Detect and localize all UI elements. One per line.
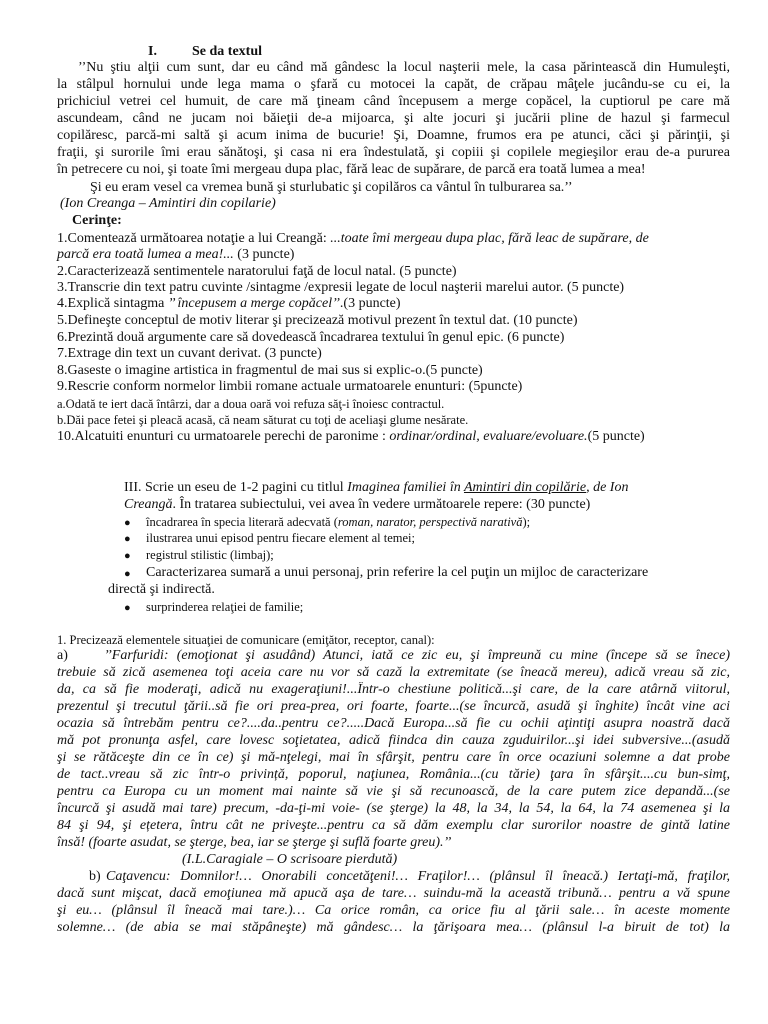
bullet-icon: ● xyxy=(124,517,131,529)
requirement-6: 6.Prezintă două argumente care să dovedească încadrarea textului în genul epic. (6 puncte) xyxy=(57,330,565,345)
passage-line: la stâlpul hornului unde lega mama o şfară cu motocei la capăt, de crăpau mâţele jucându-se cu ei, la xyxy=(57,77,730,92)
excerpt-a-source: (I.L.Caragiale – O scrisoare pierdută) xyxy=(182,852,398,867)
essay-task: III. Scrie un eseu de 1-2 pagini cu titlul Imaginea familiei în Amintiri din copilărie, de Ion xyxy=(124,480,629,495)
requirement-1: 1.Comentează următoarea notaţie a lui Creangă: ...toate îmi mergeau dupa plac, fără leac de supărare, de xyxy=(57,231,649,246)
bullet-icon: ● xyxy=(124,568,131,580)
requirement-1-cont: parcă era toată lumea a mea!... (3 puncte) xyxy=(57,247,295,262)
essay-criterion-3: registrul stilistic (limbaj); xyxy=(146,548,274,562)
passage-line: prichiciul vetrei cel humuit, de care mă ţineam când începusem a merge copăcel, la cuptiorul pe care mă xyxy=(57,94,730,109)
passage-line: în petrecere cu noi, şi toate îmi mergeau dupa plac, fără leac de supărare, de parcă era toată lumea a mea! xyxy=(57,162,646,177)
requirement-8: 8.Gaseste o imagine artistica in fragmentul de mai sus si explic-o.(5 puncte) xyxy=(57,363,483,378)
essay-task-cont: Creangă. În tratarea subiectului, vei avea în vedere următoarele repere: (30 puncte) xyxy=(124,497,591,512)
excerpt-a-label: a) xyxy=(57,648,68,663)
essay-criterion-4-cont: directă şi indirectă. xyxy=(108,582,215,597)
requirement-2: 2.Caracterizează sentimentele naratorului faţă de locul natal. (5 puncte) xyxy=(57,264,457,279)
bullet-icon: ● xyxy=(124,533,131,545)
requirement-9b: b.Dăi pace fetei şi pleacă acasă, că neam săturat cu toţi de aceliaşi glume nesărate. xyxy=(57,413,469,427)
excerpt-b-label: b) xyxy=(89,869,101,884)
communication-task: 1. Precizează elementele situaţiei de comunicare (emiţător, receptor, canal): xyxy=(57,633,435,647)
excerpt-a-line: da, ca să fie moderaţi, adică nu exageraţiuni!...Într-o chestiune politică...şi care, de la care atârnă viitorul, xyxy=(57,682,730,697)
essay-criterion-5: surprinderea relaţiei de familie; xyxy=(146,600,304,614)
excerpt-b-line: solemne… (de abia se mai stăpâneşte) mă gândesc… la ţărişoara mea… (plânsul l-a biruit de tot) la xyxy=(57,920,730,935)
requirement-5: 5.Defineşte conceptul de motiv literar şi precizează motivul prezent în textul dat. (10 puncte) xyxy=(57,313,578,328)
excerpt-a-line: prezentul şi trecutul ţării..să fie ori prea-prea, ori foarte, foarte...(se încurcă, asudă şi înghite) încât vine aci xyxy=(57,699,730,714)
excerpt-b-line: Caţavencu: Domnilor!… Onorabili concetăţeni!… Fraţilor!… (plânsul îl îneacă.) Iertaţi-mă, fraţilor, xyxy=(106,869,730,884)
excerpt-a-line: de tact..vreau să zic într-o privință, poporul, naţiunea, România...(cu tărie) ţara în sfârşit....cu bun-simţ, xyxy=(57,767,730,782)
requirement-7: 7.Extrage din text un cuvant derivat. (3 puncte) xyxy=(57,346,322,361)
excerpt-a-line: mă pot pronunţa asfel, care lovesc soţietatea, adică fiindca din cauza zguduirilor...şi idei subversive...(asudă xyxy=(57,733,730,748)
excerpt-a-line: şi se rătăceşte din ce în ce) şi mă-nţelegi, mai în sfârşit, pentru care în orce ocaziuni solemne a dat probe xyxy=(57,750,730,765)
excerpt-a-line: ocazia să întrebăm pentru ce?....da..pentru ce?.....Dacă Europa...să fie cu ochii aţintiţi asupra noastră dacă xyxy=(57,716,730,731)
section-heading: Se da textul xyxy=(192,44,262,59)
excerpt-b-line: şi eu… (plânsul îl îneacă mai tare.)… Ca orice român, ca orice fiu al ţării sale… în aceste momente xyxy=(57,903,730,918)
excerpt-b-line: dacă sunt mişcat, dacă emoţiunea mă apucă aşa de tare… suindu-mă la această tribună… pentru a vă spune xyxy=(57,886,730,901)
requirement-9a: a.Odată te iert dacă întârzi, dar a doua oară voi refuza săţ-i înoiesc contractul. xyxy=(57,397,445,411)
excerpt-a-line: 84 şi 94, şi ețetera, întru cât ne priveşte...pentru ca să dăm exemplu clar surorilor noastre de gintă latine xyxy=(57,818,730,833)
requirement-10: 10.Alcatuiti enunturi cu urmatoarele perechi de paronime : ordinar/ordinal, evaluare/evoluare.(5 puncte) xyxy=(57,429,645,444)
excerpt-a-line: pentru ca Europa cu un moment mai nainte să vie şi să recunoască, de la care putem zice depandă...(se xyxy=(57,784,730,799)
essay-criterion-4: Caracterizarea sumară a unui personaj, prin referire la cel puţin un mijloc de caracterizare xyxy=(146,565,649,580)
requirement-3: 3.Transcrie din text patru cuvinte /sintagme /expresii legate de locul naşterii marelui autor. (5 puncte) xyxy=(57,280,625,295)
excerpt-a-line: ’’Farfuridi: (emoţionat şi asudând) Atunci, iată ce zic eu, şi împreună cu mine (începe să se înece) xyxy=(104,648,730,663)
excerpt-a-line: încurcă şi asudă mai tare) precum, -da-ţi-mi voie- (se şterge) la 48, la 34, la 54, la 64, la 74 asemenea şi la xyxy=(57,801,730,816)
requirement-4: 4.Explică sintagma ’’ începusem a merge copăcel’’.(3 puncte) xyxy=(57,296,401,311)
passage-source: (Ion Creanga – Amintiri din copilarie) xyxy=(60,196,276,211)
section-number: I. xyxy=(148,44,157,59)
passage-line: fraţii, şi surorile îmi erau sănătoşi, şi casa ni era îndestulată, şi copiii şi copilele megieşilor erau de-a pururea xyxy=(57,145,730,160)
essay-criterion-1: încadrarea în specia literară adecvată (roman, narator, perspectivă narativă); xyxy=(146,515,531,529)
bullet-icon: ● xyxy=(124,550,131,562)
requirement-9: 9.Rescrie conform normelor limbii romane actuale urmatoarele enunturi: (5puncte) xyxy=(57,379,523,394)
bullet-icon: ● xyxy=(124,602,131,614)
excerpt-a-line: trebuie să zică asemenea toţi aceia care nu vor să cază la extremitate (se îneacă mereu), adică vreau să zic, xyxy=(57,665,730,680)
passage-line: ascundeam, când ne jucam noi băieţii de-a mijoarca, şi alte jocuri şi jucării pline de hazul şi farmecul xyxy=(57,111,730,126)
passage-line: ’’Nu ştiu alţii cum sunt, dar eu când mă gândesc la locul naşterii mele, la casa părintească din Humuleşti, xyxy=(78,60,730,75)
passage-line: copilăresc, parcă-mi saltă şi acum inima de bucurie! Şi, Doamne, frumos era pe atunci, căci şi părinţii, şi xyxy=(57,128,730,143)
passage-line: Şi eu eram vesel ca vremea bună şi sturlubatic şi copilăros ca vântul în tulburarea sa.’’ xyxy=(90,180,573,195)
requirements-title: Cerinţe: xyxy=(72,213,122,228)
excerpt-a-line: însă! (foarte asudat, se şterge, bea, iar se şterge şi suflă foarte greu).’’ xyxy=(57,835,452,850)
essay-criterion-2: ilustrarea unui episod pentru fiecare element al temei; xyxy=(146,531,415,545)
